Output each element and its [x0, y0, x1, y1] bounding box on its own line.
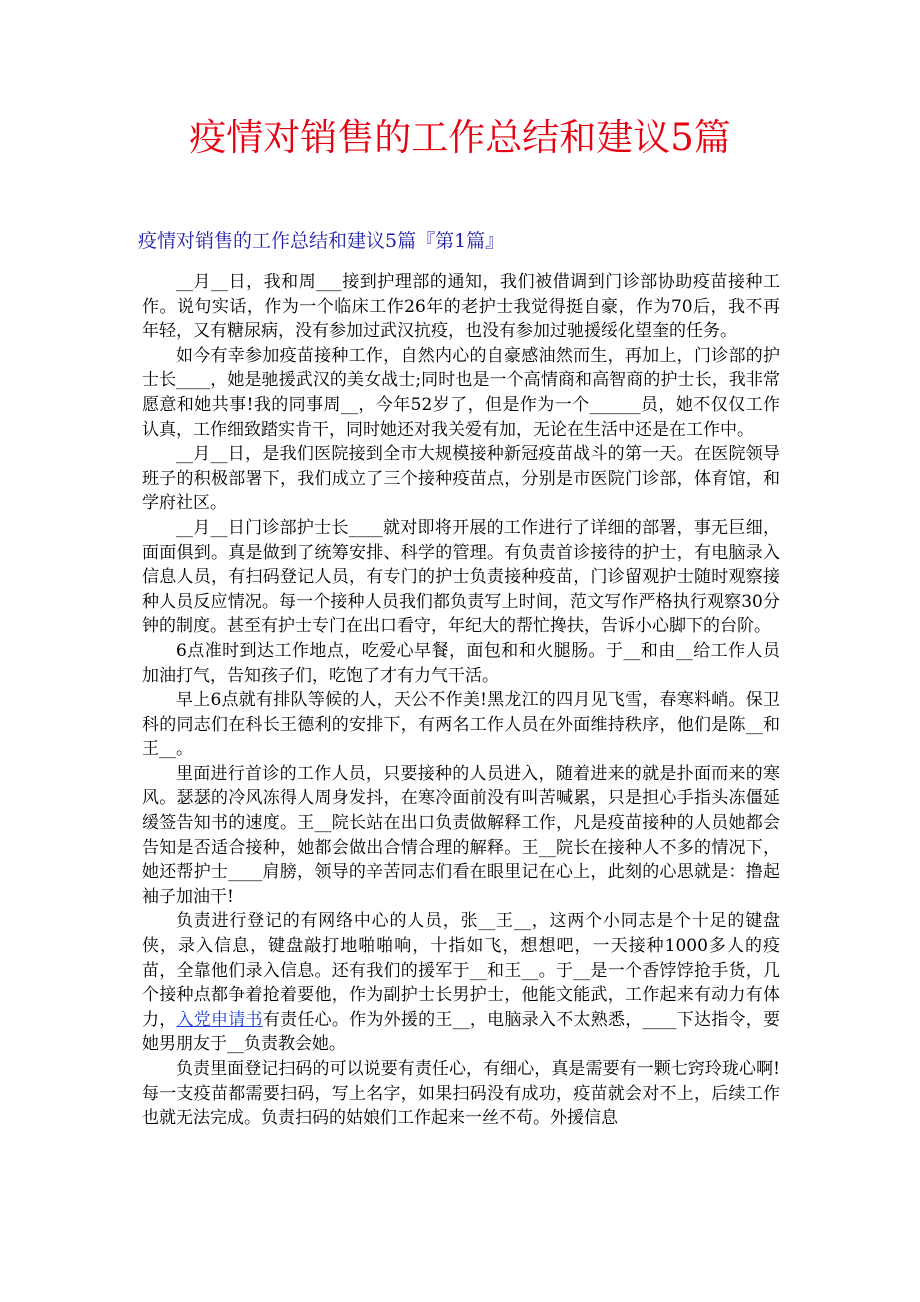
paragraph: 早上6点就有排队等候的人，天公不作美!黑龙江的四月见飞雪，春寒料峭。保卫科的同志们在科长王德利的安排下，有两名工作人员在外面维持秩序，他们是陈__和王__。 [142, 690, 780, 760]
paragraph: 如今有幸参加疫苗接种工作，自然内心的自豪感油然而生，再加上，门诊部的护士长____，她是驰援武汉的美女战士;同时也是一个高情商和高智商的护士长，我非常愿意和她共事!我的同事周__，今年52岁了，但是作为一个______员，她不仅仅工作认真，工作细致踏实肯干，同时她还对我关爱有加，无论在生活中还是在工作中。 [142, 345, 780, 440]
document-title: 疫情对销售的工作总结和建议5篇 [189, 116, 731, 159]
paragraph-text: 有责任心。作为外援的王__，电脑录入不太熟悉，____下达指令，要她男朋友于__负责教会她。 [142, 1009, 781, 1055]
paragraph: 里面进行首诊的工作人员，只要接种的人员进入，随着进来的就是扑面而来的寒风。瑟瑟的冷风冻得人周身发抖，在寒冷面前没有叫苦喊累，只是担心手指头冻僵延缓签告知书的速度。王__院长站在出口负责做解释工作，凡是疫苗接种的人员她都会告知是否适合接种，她都会做出合情合理的解释。王__院长在接种人不多的情况下，她还帮护士____肩膀，领导的辛苦同志们看在眼里记在心上，此刻的心思就是：撸起袖子加油干! [142, 763, 780, 907]
paragraph-text: 负责进行登记的有网络中心的人员，张__王__，这两个小同志是个十足的键盘侠，录入信息，键盘敲打地啪啪响，十指如飞，想想吧，一天接种1000多人的疫苗，全靠他们录入信息。还有我们的援军于__和王__。于__是一个香饽饽抢手货，几个接种点都争着抢着要他，作为副护士长男护士，他能文能武，工作起来有动力有体力， [142, 911, 780, 1030]
paragraph: 负责里面登记扫码的可以说要有责任心，有细心，真是需要有一颗七窍玲珑心啊!每一支疫苗都需要扫码，写上名字，如果扫码没有成功，疫苗就会对不上，后续工作也就无法完成。负责扫码的姑娘们工作起来一丝不苟。外援信息 [142, 1059, 780, 1129]
paragraph: __月__日，我和周___接到护理部的通知，我们被借调到门诊部协助疫苗接种工作。说句实话，作为一个临床工作26年的老护士我觉得挺自豪，作为70后，我不再年轻，又有糖尿病，没有参加过武汉抗疫，也没有参加过驰援绥化望奎的任务。 [142, 272, 780, 342]
paragraph: __月__日门诊部护士长____就对即将开展的工作进行了详细的部署，事无巨细，面面俱到。真是做到了统筹安排、科学的管理。有负责首诊接待的护士，有电脑录入信息人员，有扫码登记人员，有专门的护士负责接种疫苗，门诊留观护士随时观察接种人员反应情况。每一个接种人员我们都负责写上时间，范文写作严格执行观察30分钟的制度。甚至有护士专门在出口看守，年纪大的帮忙搀扶，告诉小心脚下的台阶。 [142, 517, 780, 637]
paragraph: 6点准时到达工作地点，吃爱心早餐，面包和和火腿肠。于__和由__给工作人员加油打气，告知孩子们，吃饱了才有力气干活。 [142, 640, 780, 686]
party-application-link[interactable]: 入党申请书 [176, 1009, 263, 1030]
document-body [142, 270, 780, 1131]
section-heading: 疫情对销售的工作总结和建议5篇『第1篇』 [138, 230, 505, 252]
paragraph: __月__日，是我们医院接到全市大规模接种新冠疫苗战斗的第一天。在医院领导班子的积极部署下，我们成立了三个接种疫苗点，分别是市医院门诊部，体育馆，和学府社区。 [142, 444, 780, 514]
paragraph [142, 909, 780, 1057]
